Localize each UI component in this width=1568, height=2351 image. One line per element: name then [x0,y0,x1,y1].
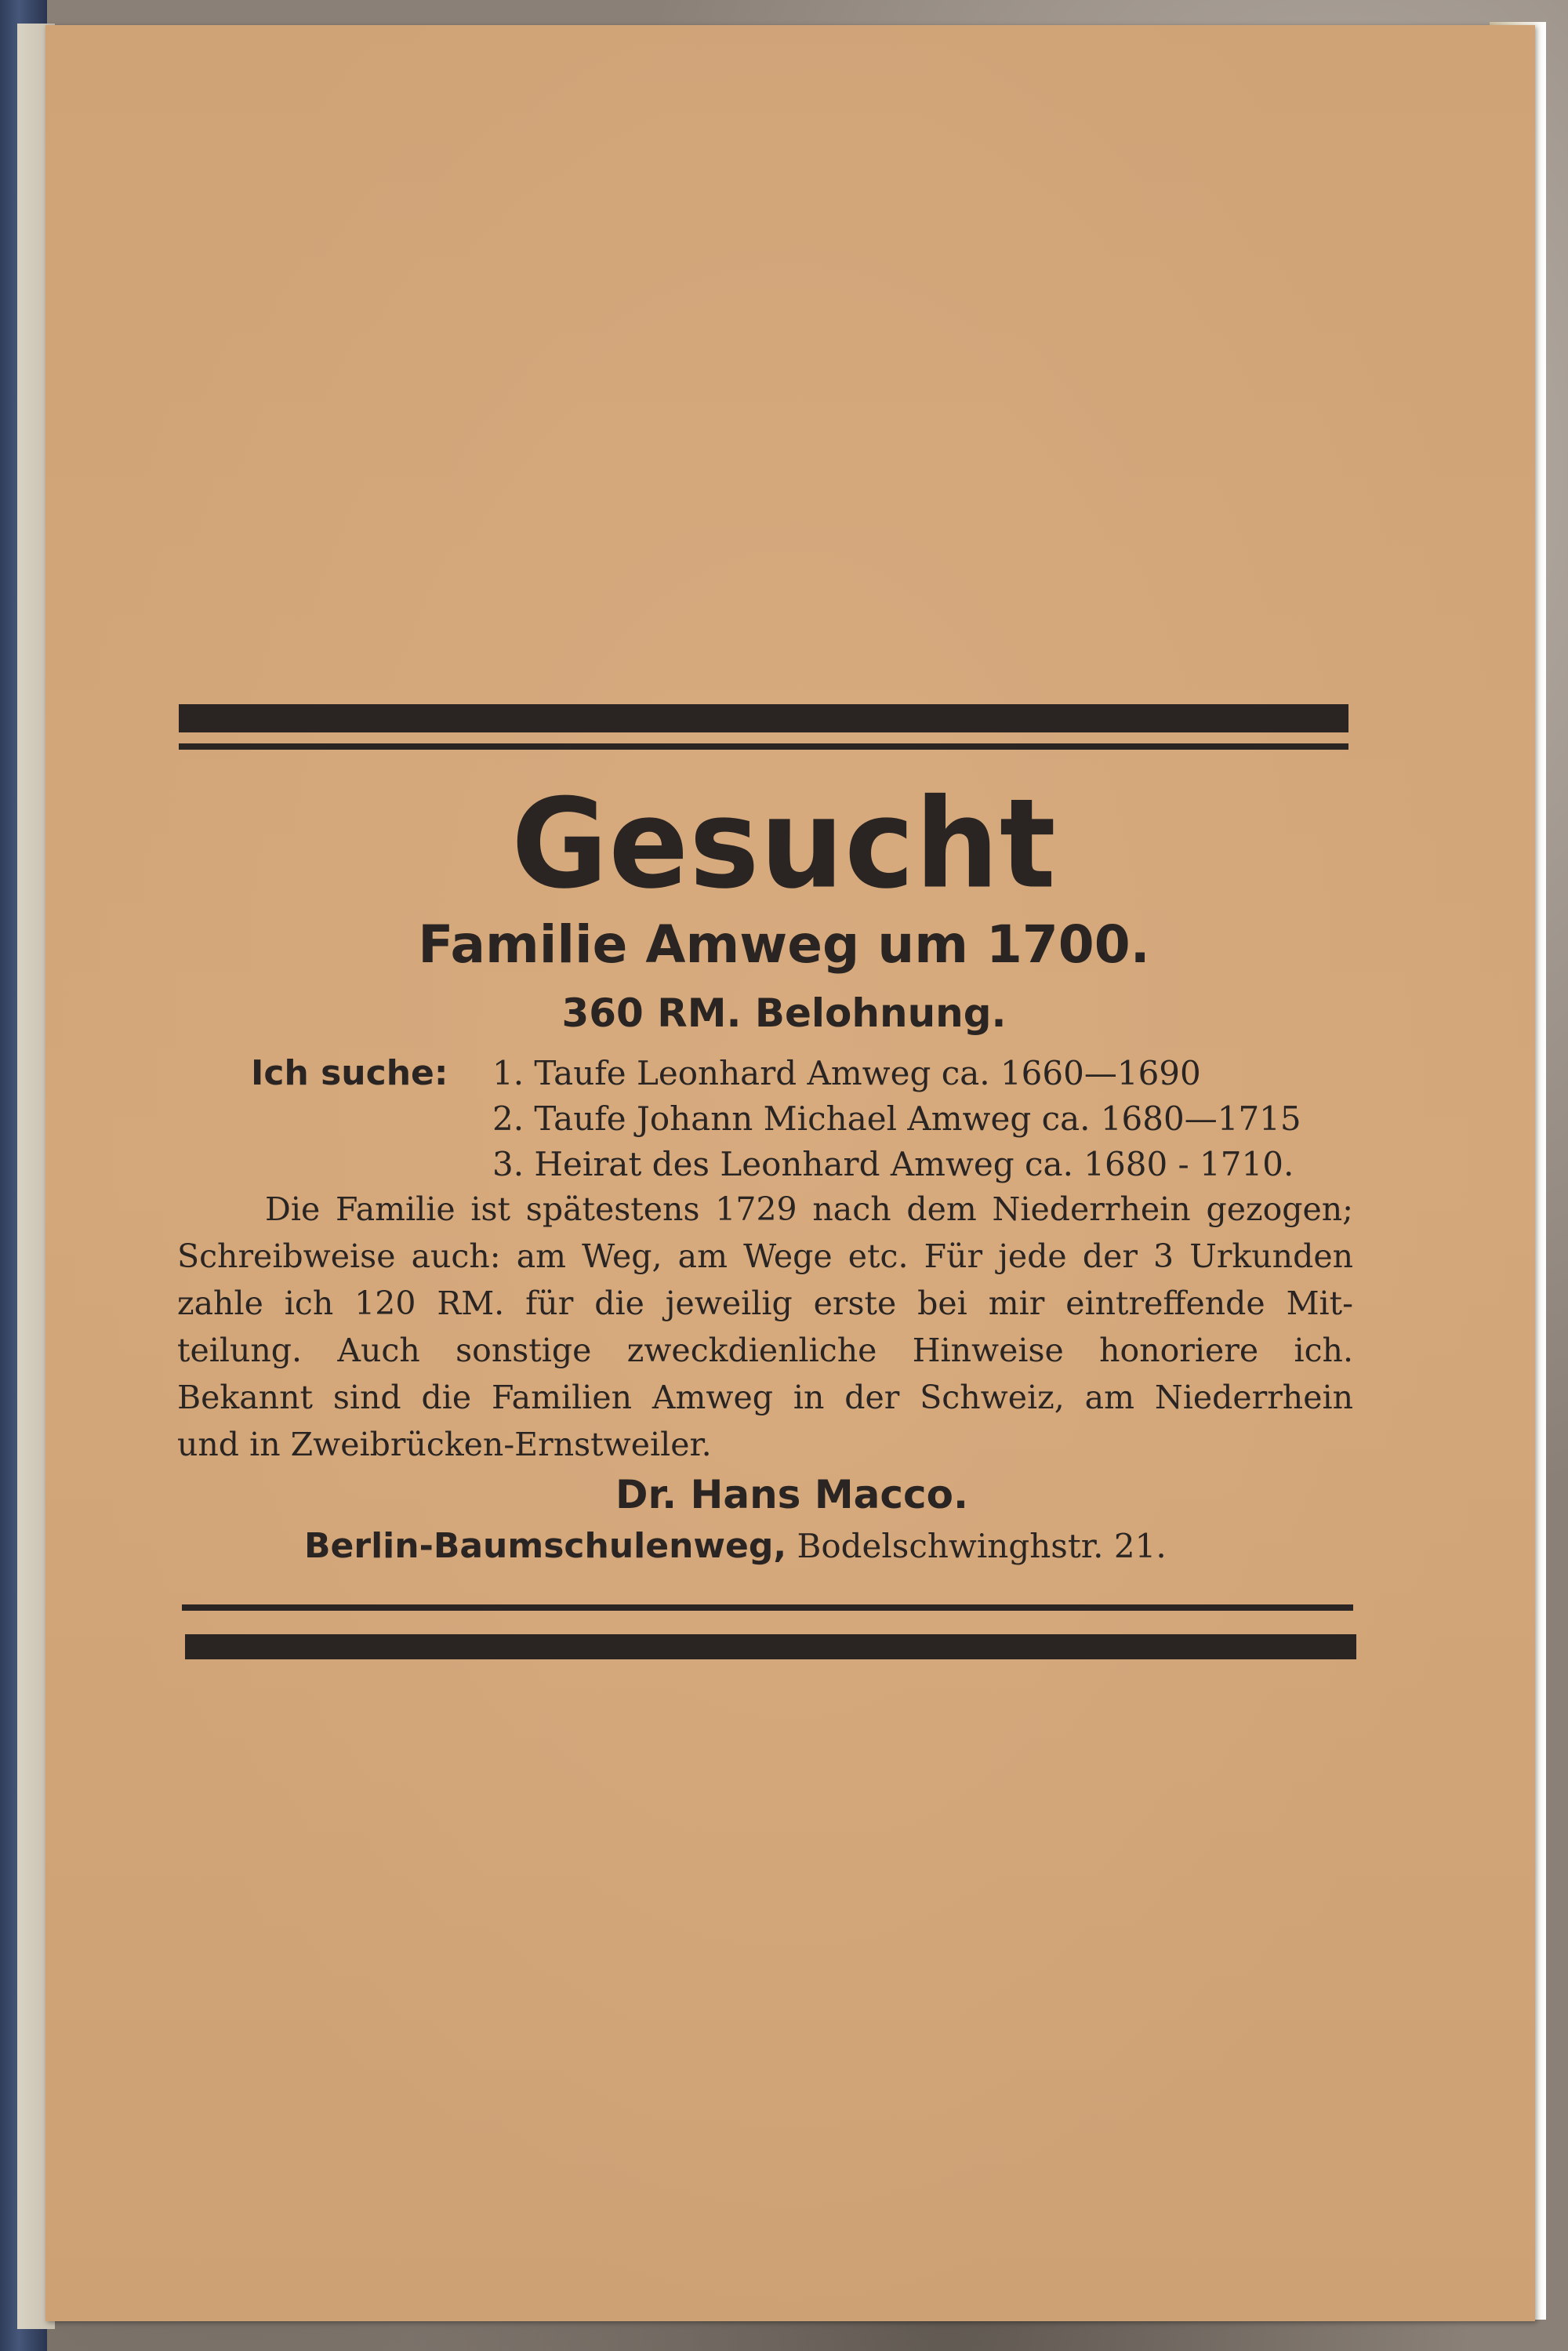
search-item: 2. Taufe Johann Michael Amweg ca. 1680—1715 [492,1099,1301,1138]
bottom-thin-rule [182,1604,1353,1611]
top-thin-rule [179,743,1348,750]
bottom-thick-rule [185,1634,1356,1659]
top-thick-rule [179,704,1348,732]
description-paragraph [177,1186,1353,1468]
search-item: 3. Heirat des Leonhard Amweg ca. 1680 - 1710. [492,1145,1294,1183]
paragraph-line: teilung. Auch sonstige zweckdienliche Hinweise honoriere ich. [177,1332,1353,1369]
ad-subtitle: Familie Amweg um 1700. [418,914,1150,975]
paragraph-line: Schreibweise auch: am Weg, am Wege etc. Für jede der 3 Urkunden [177,1237,1353,1275]
search-label: Ich suche: [251,1053,448,1093]
paragraph-line: zahle ich 120 RM. für die jeweilig erste bei mir eintreffende Mit- [177,1285,1353,1322]
reward-line: 360 RM. Belohnung. [561,990,1007,1036]
signature-address [304,1524,1167,1568]
address-city: Berlin-Baumschulenweg, [304,1526,787,1566]
paragraph-line: und in Zweibrücken-Ernstweiler. [177,1426,712,1463]
search-item: 1. Taufe Leonhard Amweg ca. 1660—1690 [492,1054,1201,1092]
signature-name: Dr. Hans Macco. [615,1472,968,1517]
paragraph-line: Die Familie ist spätestens 1729 nach dem Niederrhein gezogen; [265,1190,1353,1228]
ad-title: Gesucht [511,772,1057,917]
address-street: Bodelschwinghstr. 21. [797,1527,1167,1565]
paragraph-line: Bekannt sind die Familien Amweg in der Schweiz, am Niederrhein [177,1379,1353,1416]
